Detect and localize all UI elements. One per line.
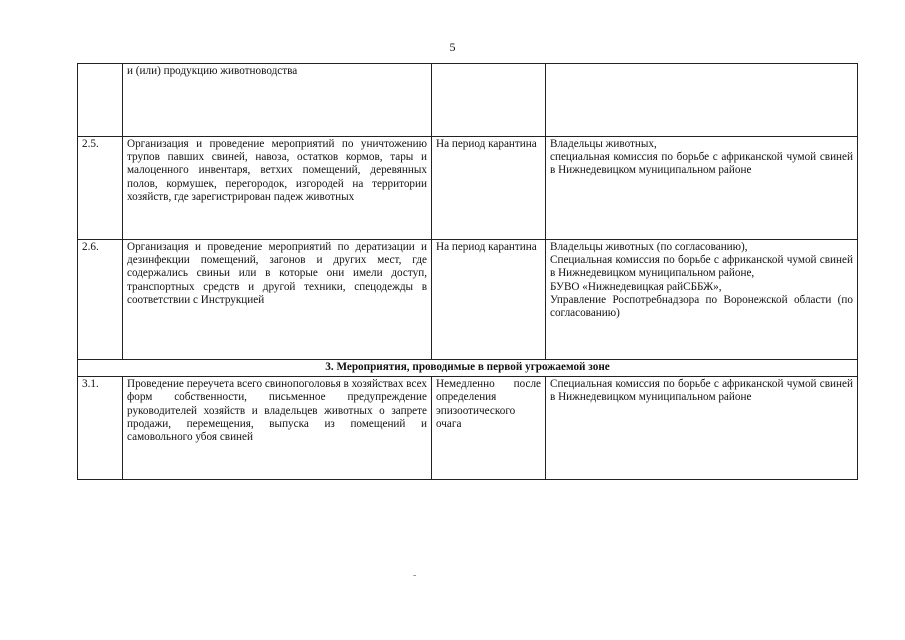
section-header-row xyxy=(78,360,858,377)
responsible-line: Владельцы животных, xyxy=(550,138,657,150)
row-number-cell: 2.6. xyxy=(78,240,123,360)
responsible-cell xyxy=(546,377,858,480)
responsible-cell xyxy=(546,64,858,137)
measures-table xyxy=(77,63,858,480)
responsible-line: Управление Роспотребнадзора по Воронежской области (по согласованию) xyxy=(550,293,853,320)
responsible-line: Владельцы животных (по согласованию), xyxy=(550,241,748,253)
footer-mark: - xyxy=(413,570,417,581)
table-row xyxy=(78,240,858,360)
responsible-cell xyxy=(546,240,858,360)
term-cell: На период карантина xyxy=(432,137,546,240)
row-number-cell: 2.5. xyxy=(78,137,123,240)
measure-cell: Проведение переучета всего свинопоголовья в хозяйствах всех форм собственности, письменное предупреждение руководителей хозяйств и владельцев животных о запрете продажи, перемещения, выпуска из помещений и самовольного убоя свиней xyxy=(123,377,432,480)
page-number: 5 xyxy=(449,40,456,54)
row-number-cell: 3.1. xyxy=(78,377,123,480)
responsible-line: специальная комиссия по борьбе с африканской чумой свиней в Нижнедевицком муниципальном районе xyxy=(550,151,853,177)
term-cell: Немедленно после определения эпизоотического очага xyxy=(432,377,546,480)
responsible-line: Специальная комиссия по борьбе с африканской чумой свиней в Нижнедевицком муниципальном районе xyxy=(550,378,853,404)
responsible-cell xyxy=(546,137,858,240)
responsible-line: Специальная комиссия по борьбе с африканской чумой свиней в Нижнедевицком муниципальном районе, xyxy=(550,254,853,280)
measure-cell: Организация и проведение мероприятий по уничтожению трупов павших свиней, навоза, остатков кормов, тары и малоценного инвентаря, ветхих помещений, деревянных полов, кормушек, перегородок, изгородей на территории хозяйств, где зарегистрирован падеж животных xyxy=(123,137,432,240)
responsible-line: БУВО «Нижнедевицкая райСББЖ», xyxy=(550,280,722,293)
term-cell xyxy=(432,64,546,137)
table-row xyxy=(78,64,858,137)
section-title: 3. Мероприятия, проводимые в первой угрожаемой зоне xyxy=(78,360,858,377)
row-number-cell xyxy=(78,64,123,137)
measure-cell: Организация и проведение мероприятий по дератизации и дезинфекции помещений, загонов и других мест, где содержались свиньи или в которые они имели доступ, транспортных средств и другой техники, спецодежды в соответствии с Инструкцией xyxy=(123,240,432,360)
table-row xyxy=(78,377,858,480)
measure-cell: и (или) продукцию животноводства xyxy=(123,64,432,137)
table-row xyxy=(78,137,858,240)
term-cell: На период карантина xyxy=(432,240,546,360)
